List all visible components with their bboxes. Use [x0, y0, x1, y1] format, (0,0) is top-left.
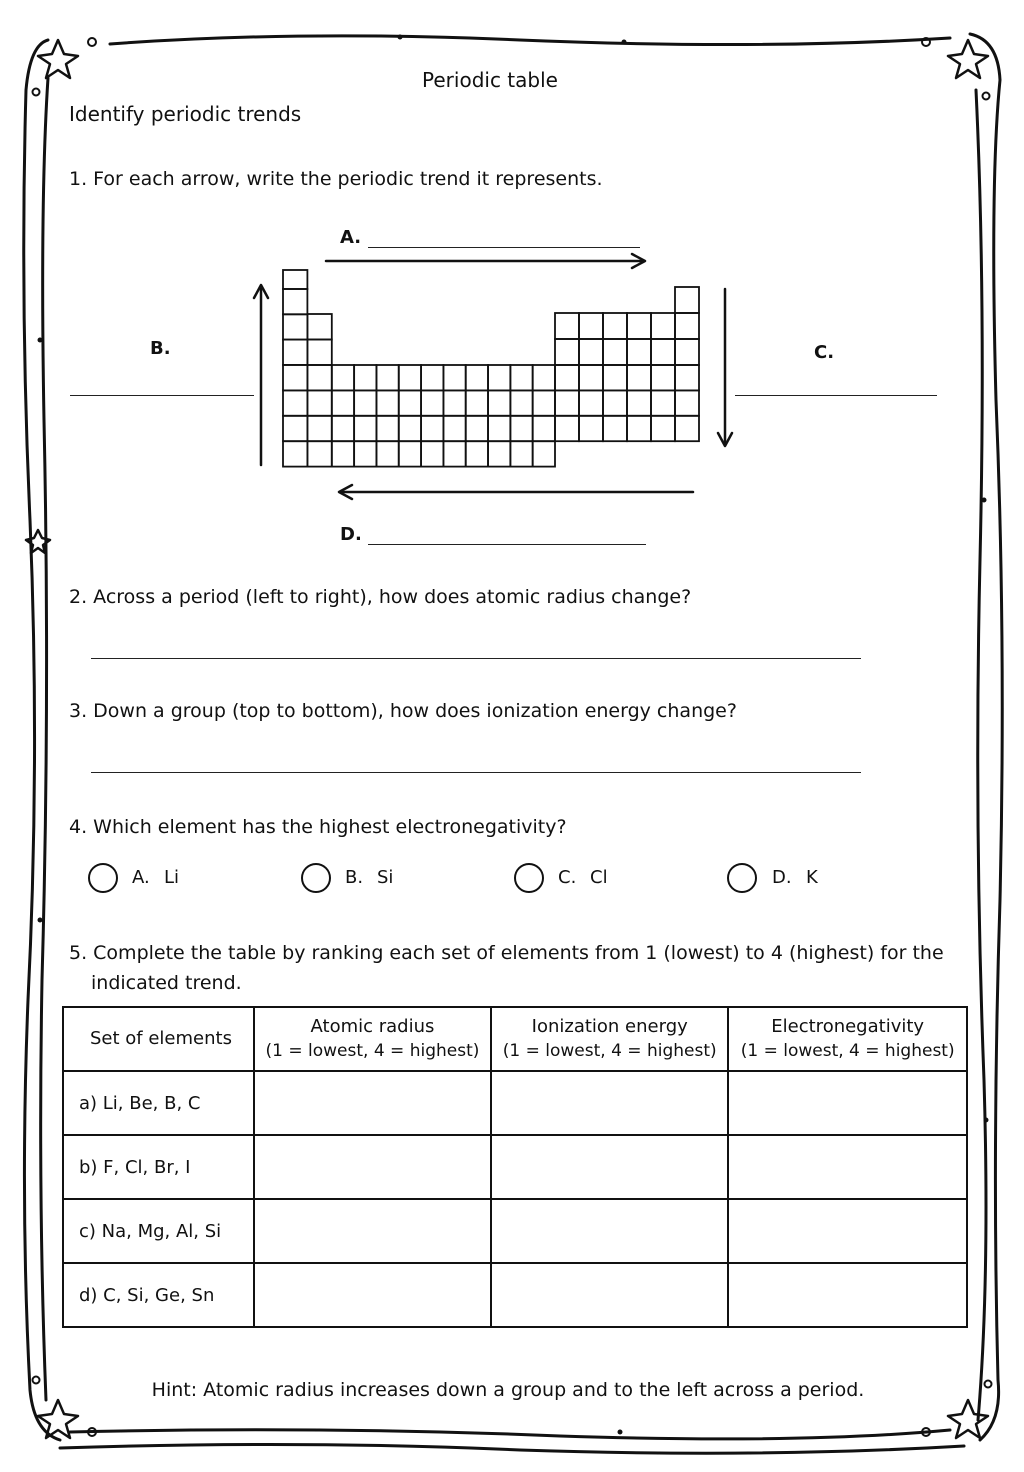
- periodic-table-cell: [283, 314, 307, 339]
- periodic-table-cell: [510, 390, 532, 415]
- periodic-table-cell: [488, 441, 510, 466]
- periodic-table-cell: [651, 365, 675, 390]
- option-c-radio[interactable]: [514, 863, 544, 893]
- hint-text: Hint: Atomic radius increases down a group and to the left across a period.: [151, 1379, 865, 1401]
- worksheet-subtitle: Identify periodic trends: [69, 102, 302, 126]
- question-3-prompt: 3. Down a group (top to bottom), how does ionization energy change?: [69, 700, 737, 722]
- arrow-a-label: A.: [340, 227, 362, 248]
- periodic-table-cell: [533, 441, 555, 466]
- periodic-table-cell: [354, 365, 376, 390]
- question-5-prompt-line-1: 5. Complete the table by ranking each set of elements from 1 (lowest) to 4 (highest) for the: [69, 942, 944, 964]
- answer-cell-ionization-energy[interactable]: [491, 1199, 728, 1263]
- periodic-table-cell: [675, 287, 699, 313]
- option-c-element: Cl: [590, 867, 608, 888]
- periodic-table-cell: [354, 441, 376, 466]
- arrow-d-label: D.: [340, 524, 362, 545]
- answer-cell-atomic-radius[interactable]: [254, 1199, 491, 1263]
- periodic-table-cell: [307, 314, 331, 340]
- column-title: Atomic radius: [310, 1016, 435, 1038]
- column-title: Ionization energy: [531, 1016, 688, 1038]
- column-scale: (1 = lowest, 4 = highest): [740, 1040, 955, 1061]
- periodic-table-cell: [283, 416, 307, 441]
- periodic-table-cell: [510, 441, 532, 466]
- answer-cell-electronegativity[interactable]: [728, 1071, 967, 1135]
- option-a-element: Li: [164, 867, 180, 888]
- periodic-table-cell: [651, 390, 675, 415]
- periodic-table-cell: [443, 416, 465, 441]
- arrow-d-answer-line[interactable]: [368, 544, 646, 545]
- column-scale: (1 = lowest, 4 = highest): [265, 1040, 480, 1061]
- periodic-table-cell: [579, 339, 603, 365]
- periodic-table-cell: [443, 365, 465, 390]
- answer-cell-ionization-energy[interactable]: [491, 1263, 728, 1327]
- periodic-table-cell: [443, 390, 465, 415]
- periodic-table-cell: [555, 313, 579, 339]
- answer-cell-atomic-radius[interactable]: [254, 1263, 491, 1327]
- periodic-table-cell: [307, 390, 331, 415]
- option-b-element: Si: [377, 867, 394, 888]
- periodic-table-cell: [675, 416, 699, 441]
- periodic-table-cell: [443, 441, 465, 466]
- table-row: [63, 1071, 967, 1135]
- periodic-table-cell: [466, 365, 488, 390]
- table-row: [63, 1263, 967, 1327]
- periodic-table-cell: [533, 390, 555, 415]
- periodic-table-cell: [466, 441, 488, 466]
- periodic-table-cell: [283, 365, 307, 390]
- periodic-table-cell: [421, 365, 443, 390]
- periodic-table-cell: [399, 365, 421, 390]
- periodic-table-cell: [376, 441, 398, 466]
- periodic-table-cell: [283, 390, 307, 415]
- ranking-table: [62, 1006, 968, 1328]
- periodic-table-cell: [579, 390, 603, 415]
- periodic-table-cell: [651, 339, 675, 365]
- periodic-table-cell: [488, 390, 510, 415]
- periodic-table-cell: [579, 416, 603, 441]
- periodic-table-cell: [332, 365, 354, 390]
- table-row: [63, 1199, 967, 1263]
- table-row: [63, 1135, 967, 1199]
- column-title: Electronegativity: [771, 1016, 925, 1038]
- periodic-table-cell: [488, 365, 510, 390]
- periodic-table-cell: [283, 270, 307, 289]
- answer-cell-ionization-energy[interactable]: [491, 1135, 728, 1199]
- arrow-c-label: C.: [814, 342, 835, 363]
- arrow-b-answer-line[interactable]: [70, 395, 254, 396]
- periodic-table-cell: [627, 339, 651, 365]
- periodic-table-cell: [376, 416, 398, 441]
- option-d-element: K: [806, 867, 818, 888]
- periodic-table-cell: [627, 365, 651, 390]
- arrow-b-label: B.: [150, 338, 171, 359]
- periodic-table-cell: [555, 416, 579, 441]
- periodic-table-cell: [307, 340, 331, 366]
- periodic-table-cell: [421, 441, 443, 466]
- periodic-table-cell: [466, 416, 488, 441]
- option-a-radio[interactable]: [88, 863, 118, 893]
- periodic-table-cell: [627, 390, 651, 415]
- row-set-label: b) F, Cl, Br, I: [63, 1135, 254, 1199]
- answer-cell-atomic-radius[interactable]: [254, 1135, 491, 1199]
- periodic-table-cell: [510, 416, 532, 441]
- periodic-table-cell: [307, 365, 331, 390]
- option-c-letter: C.: [558, 867, 577, 888]
- answer-cell-electronegativity[interactable]: [728, 1135, 967, 1199]
- periodic-table-cell: [603, 416, 627, 441]
- column-scale: (1 = lowest, 4 = highest): [502, 1040, 717, 1061]
- row-set-label: d) C, Si, Ge, Sn: [63, 1263, 254, 1327]
- option-b-radio[interactable]: [301, 863, 331, 893]
- periodic-table-cell: [283, 289, 307, 314]
- periodic-table-cell: [579, 365, 603, 390]
- periodic-table-cell: [651, 313, 675, 339]
- periodic-table-cell: [603, 313, 627, 339]
- periodic-table-cell: [466, 390, 488, 415]
- periodic-table-cell: [533, 416, 555, 441]
- periodic-table-cell: [332, 390, 354, 415]
- periodic-table-cell: [376, 365, 398, 390]
- periodic-table-cell: [421, 390, 443, 415]
- page-title: Periodic table: [422, 68, 558, 92]
- row-set-label: a) Li, Be, B, C: [63, 1071, 254, 1135]
- periodic-table-cell: [399, 441, 421, 466]
- periodic-table-cell: [555, 365, 579, 390]
- column-header-ionization-energy: [491, 1007, 728, 1071]
- periodic-table-cell: [579, 313, 603, 339]
- periodic-table-cell: [488, 416, 510, 441]
- periodic-table-cell: [533, 365, 555, 390]
- question-4-prompt: 4. Which element has the highest electronegativity?: [69, 816, 567, 838]
- periodic-table-cell: [354, 390, 376, 415]
- periodic-table-cell: [332, 416, 354, 441]
- periodic-table-cell: [675, 339, 699, 365]
- periodic-table-cell: [555, 339, 579, 365]
- option-a-letter: A.: [132, 867, 150, 888]
- periodic-table-cell: [627, 416, 651, 441]
- periodic-table-cell: [603, 339, 627, 365]
- question-2-prompt: 2. Across a period (left to right), how does atomic radius change?: [69, 586, 692, 608]
- periodic-table-cell: [332, 441, 354, 466]
- table-header-row: [63, 1007, 967, 1071]
- question-5-prompt-line-2: indicated trend.: [91, 972, 242, 994]
- periodic-table-cell: [675, 365, 699, 390]
- answer-cell-ionization-energy[interactable]: [491, 1071, 728, 1135]
- question-2-answer-line[interactable]: [91, 658, 861, 659]
- arrow-c-answer-line[interactable]: [735, 395, 937, 396]
- periodic-table-cell: [307, 441, 331, 466]
- periodic-table-cell: [399, 416, 421, 441]
- option-b-letter: B.: [345, 867, 364, 888]
- periodic-table-cell: [627, 313, 651, 339]
- answer-cell-atomic-radius[interactable]: [254, 1071, 491, 1135]
- periodic-table-cell: [283, 340, 307, 365]
- periodic-table-cell: [675, 390, 699, 415]
- question-1-prompt: 1. For each arrow, write the periodic trend it represents.: [69, 168, 603, 190]
- periodic-table-cell: [283, 441, 307, 466]
- column-header-electronegativity: [728, 1007, 967, 1071]
- periodic-table-cell: [651, 416, 675, 441]
- arrow-a-answer-line[interactable]: [368, 247, 640, 248]
- periodic-table-cell: [555, 390, 579, 415]
- periodic-table-cell: [603, 390, 627, 415]
- answer-cell-electronegativity[interactable]: [728, 1263, 967, 1327]
- question-3-answer-line[interactable]: [91, 772, 861, 773]
- answer-cell-electronegativity[interactable]: [728, 1199, 967, 1263]
- row-set-label: c) Na, Mg, Al, Si: [63, 1199, 254, 1263]
- periodic-table-cell: [603, 365, 627, 390]
- periodic-table-cell: [307, 416, 331, 441]
- periodic-table-cell: [399, 390, 421, 415]
- column-header-set: Set of elements: [63, 1007, 254, 1071]
- periodic-table-cell: [421, 416, 443, 441]
- periodic-table-cell: [510, 365, 532, 390]
- periodic-table-cell: [376, 390, 398, 415]
- option-d-letter: D.: [772, 867, 792, 888]
- option-d-radio[interactable]: [727, 863, 757, 893]
- periodic-table-cell: [354, 416, 376, 441]
- periodic-table-cell: [675, 313, 699, 339]
- column-header-atomic-radius: [254, 1007, 491, 1071]
